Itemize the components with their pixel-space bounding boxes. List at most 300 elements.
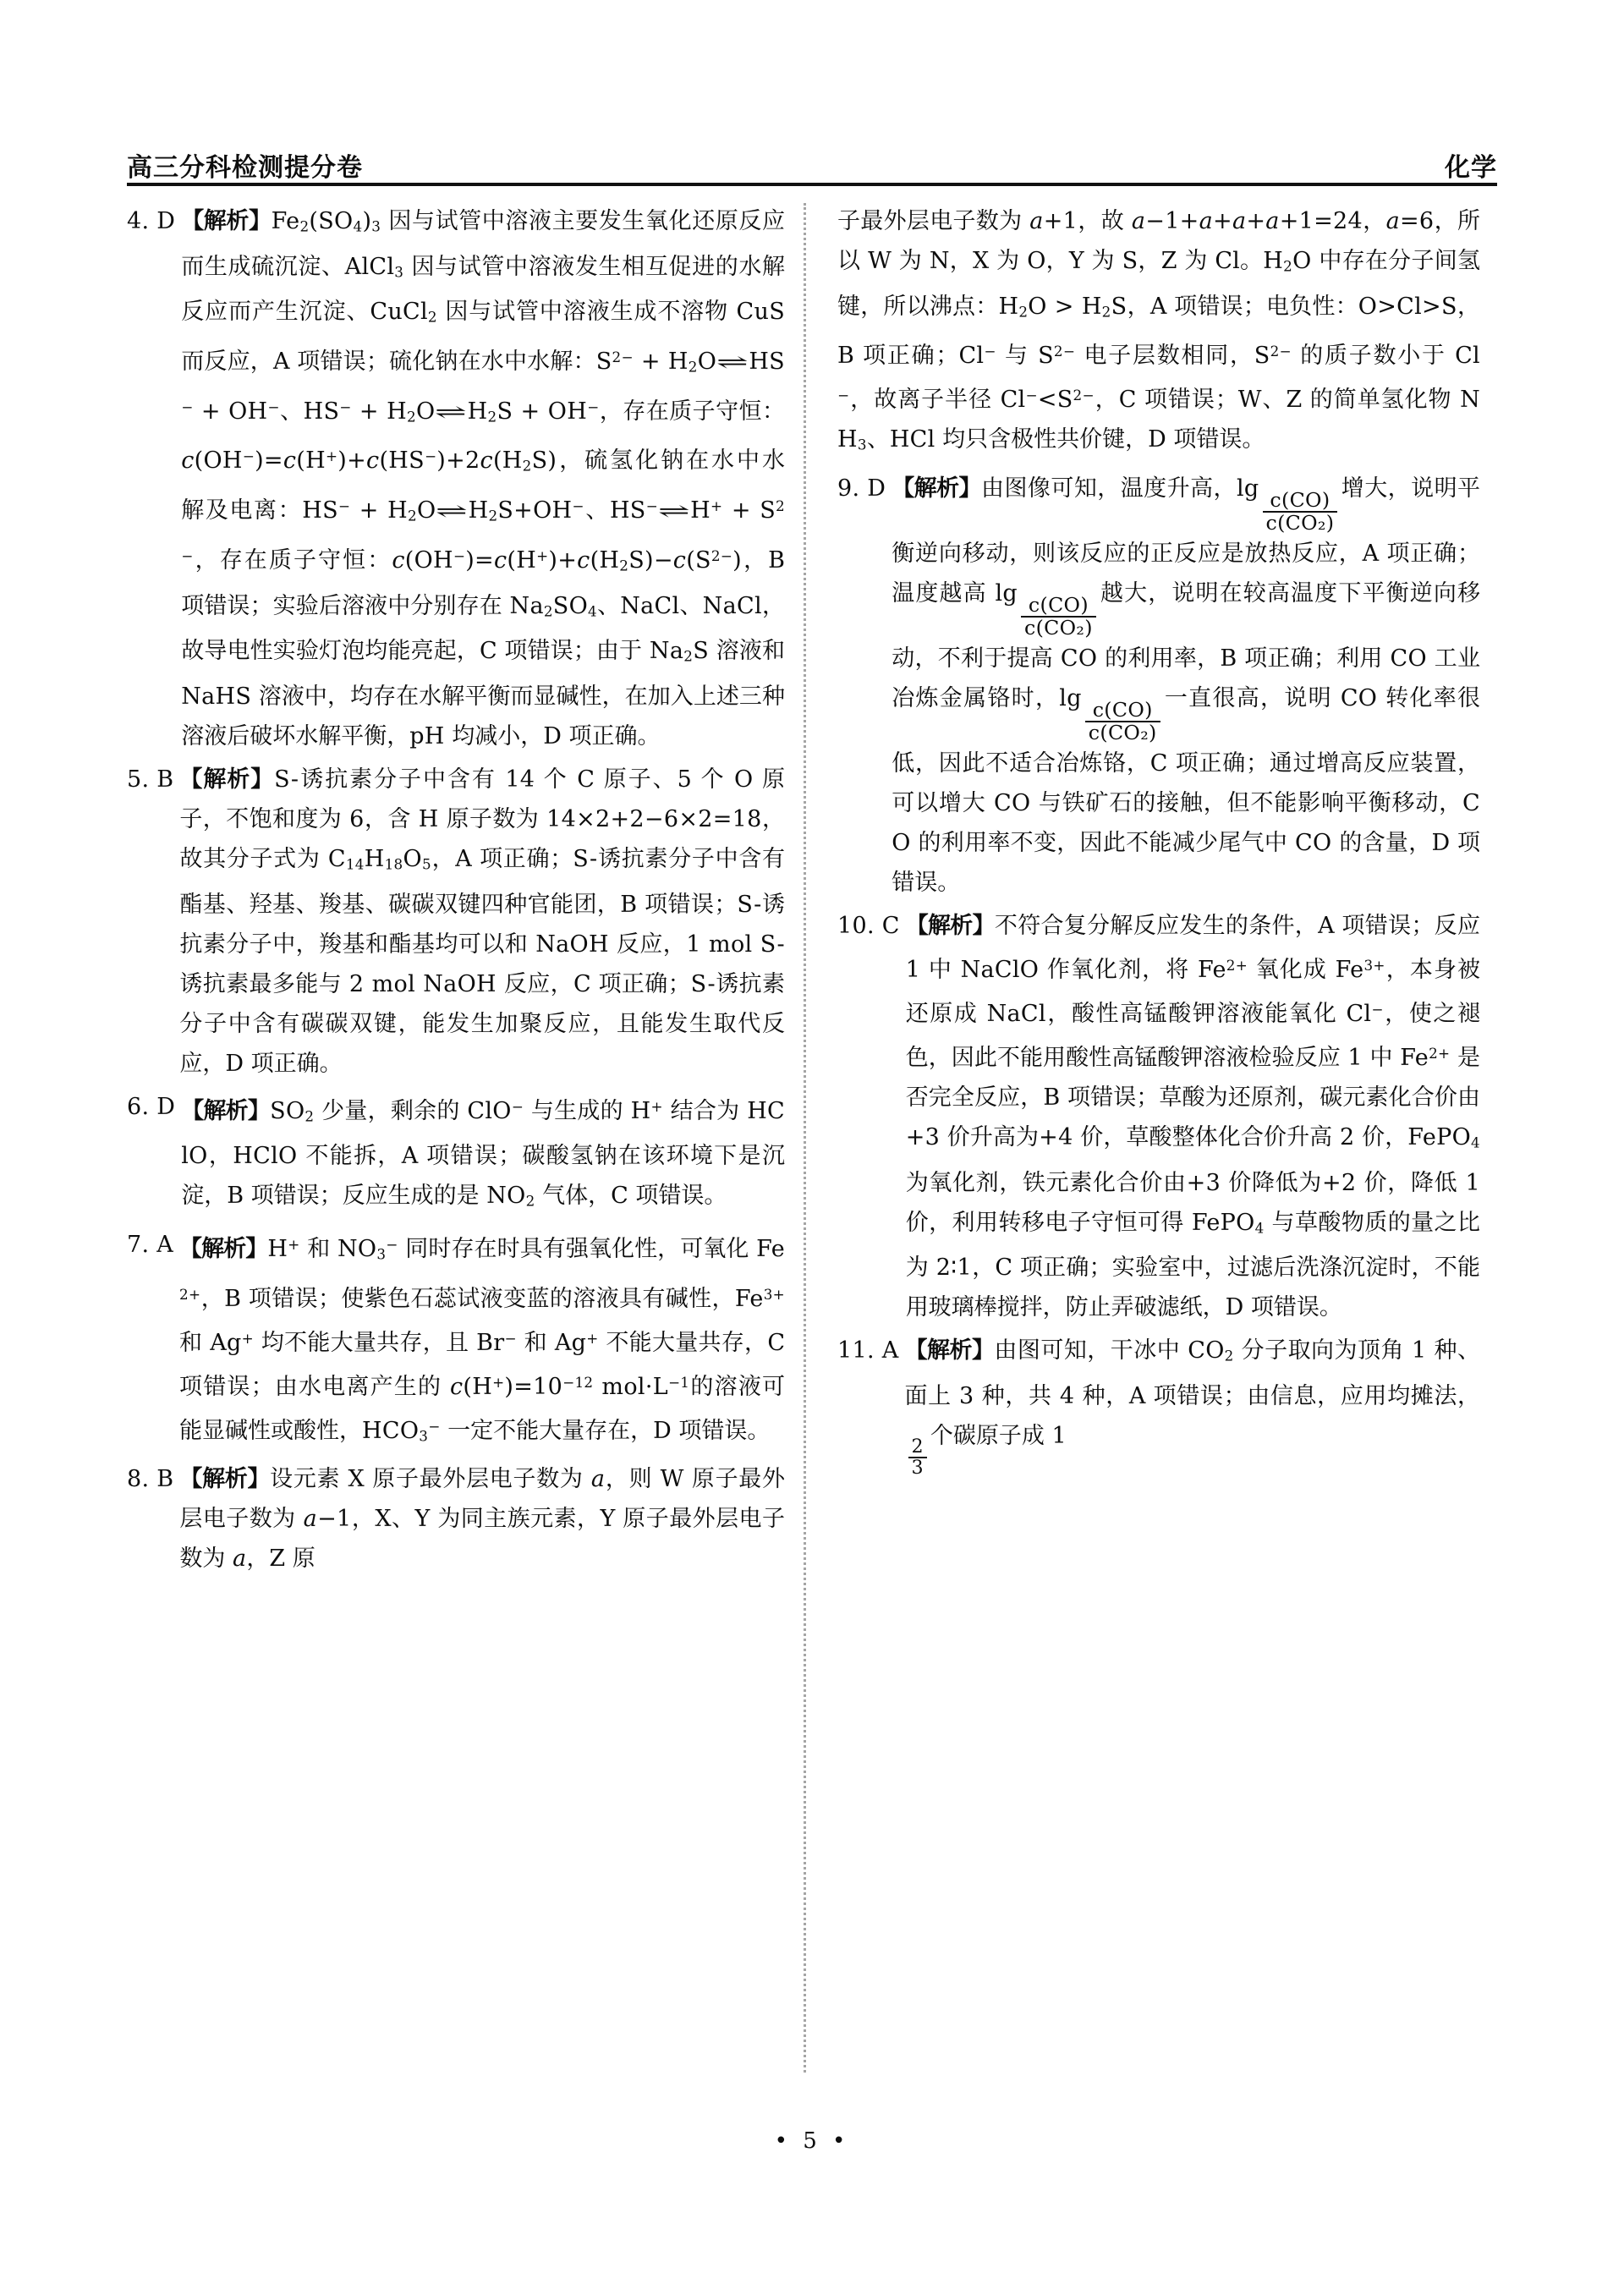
italic-variable: c (480, 447, 493, 475)
superscript: 3+ (1363, 956, 1385, 974)
italic-variable: c (181, 447, 195, 475)
formula-text: (SO (309, 208, 354, 234)
body-text: 中 (920, 957, 961, 984)
formula-text: HS (749, 349, 785, 376)
formula-text: Fe (1400, 1045, 1429, 1072)
formula-text: H (630, 1097, 651, 1124)
formula-text: O (734, 766, 754, 793)
formula-text: Na (509, 592, 544, 619)
formula-text: O > H (1028, 293, 1102, 320)
body-text: 少量，剩余的 (314, 1097, 468, 1124)
subscript: 4 (1471, 1134, 1480, 1151)
formula-text: lg (995, 580, 1018, 607)
formula-text: +1=24 (1279, 208, 1363, 234)
italic-variable: a (1265, 208, 1280, 234)
analysis-label: 【解析】 (181, 1097, 271, 1124)
subscript: 3 (376, 1245, 387, 1263)
subscript: 2 (407, 408, 416, 426)
subscript: 3 (419, 1427, 429, 1445)
body-text: 与铁矿石的接触，但不能影响平衡移动， (1030, 789, 1463, 816)
formula-text: O (416, 497, 436, 524)
formula-text: )+2 (436, 447, 480, 475)
italic-variable: a (232, 1546, 247, 1573)
fraction-numerator: c(CO) (1028, 593, 1089, 618)
formula-text: <S (1037, 387, 1073, 414)
italic-variable: a (1199, 208, 1214, 234)
analysis-label: 【解析】 (179, 1235, 268, 1262)
superscript: − (453, 546, 466, 564)
superscript: − (428, 1417, 441, 1435)
body-text: 一定不能大量存在，D 项错误。 (440, 1417, 771, 1444)
fraction (1263, 490, 1338, 534)
formula-text: ) (732, 546, 742, 574)
subscript: 2 (1018, 303, 1029, 321)
body-text: 均不能大量共存，且 (253, 1329, 477, 1356)
italic-variable: a (1232, 208, 1247, 234)
formula-text: H (468, 497, 489, 524)
superscript: − (1371, 1001, 1384, 1018)
formula-text: CuS (736, 299, 785, 326)
body-text: 诱抗素分子中含有 (299, 766, 506, 793)
formula-text: (H (296, 447, 326, 475)
body-text: 作氧化剂，将 (1039, 957, 1198, 984)
body-text: ，Z 原 (246, 1546, 315, 1573)
body-text: 均只含极性共价键，D 项错误。 (935, 426, 1265, 453)
subscript: 2 (543, 602, 553, 620)
body-text: 原子，不饱和度为 (179, 766, 785, 832)
subscript: 2 (525, 1192, 535, 1210)
body-text: 不能拆，A 项错误；碳酸氢钠在该环境下是沉淀，B 项错误；反应生成的是 (181, 1143, 785, 1210)
italic-variable: a (1385, 208, 1400, 234)
body-text: 价，利用转移电子守恒可得 (905, 1209, 1192, 1236)
subscript: 3 (371, 217, 381, 235)
body-text: 不符合复分解反应发生的条件，A 项错误；反应 (994, 912, 1480, 939)
formula-text: + (1213, 208, 1232, 234)
body-text: 和 (516, 1329, 555, 1356)
body-text: 诱抗素分子中含有酯基、羟基、羧基、碳碳双键四种官能团，B 项错误； (179, 845, 785, 918)
explanation-item (127, 760, 785, 1084)
italic-variable: a (303, 1506, 318, 1533)
body-text: ，故 (1078, 208, 1132, 234)
superscript: + (710, 497, 723, 515)
formula-text: S- (690, 970, 716, 997)
formula-text: FePO (1407, 1124, 1472, 1151)
body-text: 结合为 (662, 1097, 748, 1124)
body-text: 电子层数相同， (1075, 343, 1254, 370)
explanation-item (837, 469, 1480, 903)
formula-text: 14×2+2−6×2=18 (546, 805, 762, 832)
formula-text: HClO (181, 1097, 786, 1170)
italic-variable: a (1131, 208, 1146, 234)
body-text: 诱抗素分子中，羧基和酯基均可以和 (179, 891, 785, 958)
body-text: 气体，C 项错误。 (535, 1183, 727, 1210)
formula-text: X (348, 1466, 365, 1493)
subscript: 2 (688, 358, 698, 376)
body-text: 而反应，A 项错误；硫化钠在水中水解： (181, 349, 596, 376)
formula-text: (H (507, 546, 537, 574)
body-text: 的利用率，B 项正确；利用 (1097, 645, 1391, 673)
subscript: 2 (299, 217, 310, 235)
superscript: − (504, 1329, 517, 1347)
formula-text: 1 (1347, 1045, 1363, 1072)
italic-variable: c (577, 546, 590, 574)
superscript: − (587, 398, 600, 415)
subscript: 4 (588, 602, 597, 620)
equilibrium-arrow-icon: ⇌ (716, 350, 749, 375)
formula-text: AlCl (344, 253, 395, 280)
superscript: 2− (181, 497, 785, 564)
formula-text: O (403, 845, 422, 872)
superscript: − (424, 447, 437, 465)
analysis-label: 【解析】 (179, 766, 275, 793)
item-number-answer: 7. A (127, 1231, 174, 1258)
explanation-text (179, 760, 785, 1084)
body-text: 因与试管中溶液主要发生氧化还原反应而生成硫沉淀、 (181, 208, 785, 280)
formula-text: +2 (1321, 1169, 1357, 1196)
superscript: 3+ (763, 1285, 785, 1303)
body-text: ，C 项正确；实验室中，过滤后洗涤沉淀时，不能用玻璃棒搅拌，防止弄破滤纸，D 项错误。 (905, 1255, 1480, 1321)
fraction-denominator: c(CO₂) (1263, 511, 1338, 534)
fraction-denominator: c(CO₂) (1021, 616, 1096, 639)
body-text: 的含量，D 项错误。 (892, 829, 1481, 896)
formula-text: C (327, 845, 346, 872)
body-text: 反应， (608, 931, 687, 958)
body-text: ，硫氢化钠在水中水解及电离： (181, 447, 785, 524)
subscript: 2 (619, 557, 629, 574)
formula-text: (HS (379, 447, 425, 475)
analysis-label: 【解析】 (904, 1337, 995, 1364)
equilibrium-arrow-icon: ⇌ (657, 499, 691, 524)
body-text: ，C 项错误；W、Z 的简单氢化物 (1094, 387, 1461, 414)
formula-text: NO (337, 1235, 377, 1262)
formula-text: Ag (210, 1329, 242, 1356)
formula-text: O (1292, 248, 1312, 274)
explanation-item (127, 201, 785, 756)
fraction (1085, 700, 1160, 744)
formula-text: (OH (404, 546, 453, 574)
formula-text: HS (302, 497, 338, 524)
superscript: −12 (562, 1373, 594, 1391)
body-text: 和 (299, 1235, 337, 1262)
formula-text: S + OH (497, 398, 588, 425)
formula-text: O>Cl>S (1358, 293, 1457, 320)
body-text: ，则 (605, 1466, 661, 1493)
fraction-denominator: 3 (908, 1457, 927, 1478)
body-text: 个 (692, 766, 735, 793)
formula-text: −1 (317, 1506, 352, 1533)
formula-text: CO (1295, 829, 1332, 856)
formula-text: +3 (905, 1124, 941, 1151)
formula-text: H (267, 1235, 288, 1262)
formula-text: 2 mol NaOH (348, 970, 497, 997)
formula-text: 1 (1411, 1337, 1427, 1364)
superscript: 2− (1270, 343, 1292, 360)
body-text: 种，A 项错误；由信息，应用均摊法， (1074, 1383, 1480, 1410)
superscript: + (492, 1373, 505, 1391)
body-text: 个碳原子成 (930, 1423, 1052, 1450)
formula-text: S (1038, 343, 1054, 370)
analysis-label: 【解析】 (905, 912, 995, 939)
formula-text: Cl (1346, 1001, 1372, 1028)
body-text: 种、面上 (904, 1337, 1480, 1410)
running-head (127, 142, 1497, 181)
body-text: 不能大量共存，C 项错误；由水电离产生的 (179, 1329, 785, 1400)
body-text: ，B 项错误；使紫色石蕊试液变蓝的溶液具有碱性， (200, 1285, 735, 1312)
item-number-answer: 10. C (837, 912, 900, 939)
body-text: 原子最外层电子数为 (365, 1466, 591, 1493)
explanation-text (179, 1459, 785, 1578)
italic-variable: c (283, 447, 297, 475)
formula-text: =6 (1400, 208, 1435, 234)
formula-text: + OH (193, 398, 268, 425)
superscript: − (242, 447, 255, 465)
formula-text: Na (649, 638, 684, 665)
formula-text: H (364, 845, 385, 872)
formula-text: Fe (1197, 957, 1226, 984)
body-text: ，A 项正确； (431, 845, 573, 872)
body-text: 的溶液可能显碱性或酸性， (179, 1373, 786, 1444)
formula-text: S (1111, 293, 1127, 320)
superscript: + (536, 546, 549, 564)
body-text: 、 (866, 426, 890, 453)
italic-variable: a (1029, 208, 1044, 234)
formula-text: 1 (1051, 1423, 1067, 1450)
body-text: 因与试管中溶液发生相互促进的水解反应而产生沉淀、 (181, 253, 785, 326)
formula-text: 3 (959, 1383, 974, 1410)
formula-text: 5 (677, 766, 693, 793)
explanation-text (892, 469, 1480, 903)
subscript: 2 (1283, 257, 1293, 275)
body-text: 和 (179, 1329, 211, 1356)
superscript: 2+ (179, 1285, 201, 1303)
formula-text: )= (504, 1373, 534, 1400)
superscript: + (650, 1097, 663, 1115)
body-text: ， (207, 1143, 233, 1170)
body-text: 氧化成 (1248, 957, 1336, 984)
item-number-answer: 9. D (837, 475, 886, 502)
body-text: 由图像可知，温度升高， (981, 475, 1237, 502)
formula-text: Ag (554, 1329, 587, 1356)
formula-text: HS (303, 398, 340, 425)
formula-text: NaOH (535, 931, 609, 958)
body-text: ，存在质子守恒： (193, 546, 392, 574)
formula-text: NaCl (702, 592, 762, 619)
superscript: 2+ (1226, 956, 1248, 974)
subscript: 2 (1101, 303, 1111, 321)
body-text: 原子最外层电子数为 (179, 1466, 785, 1533)
formula-text: S (1254, 343, 1270, 370)
body-text: ，故其分子式为 (179, 805, 786, 872)
subscript: 2 (304, 1107, 315, 1125)
formula-text: )= (255, 447, 283, 475)
running-head-right: 化学 (1445, 153, 1497, 183)
item-number-answer: 11. A (837, 1337, 899, 1364)
formula-text: lg (1059, 685, 1082, 712)
item-number-answer: 4. D (127, 208, 176, 234)
formula-text: ) (362, 208, 372, 234)
italic-variable: c (493, 546, 508, 574)
formula-text: )+ (548, 546, 578, 574)
body-text: 溶液中，均存在水解平衡而显碱性，在加入上述三种溶液后破坏水解平衡， (181, 683, 785, 749)
equilibrium-arrow-icon: ⇌ (435, 399, 468, 424)
body-text: ，所以 W 为 N，X 为 O，Y 为 S，Z 为 Cl。 (837, 208, 1481, 274)
formula-text: CO (1340, 685, 1378, 712)
formula-text: H (467, 398, 488, 425)
fraction-denominator: c(CO₂) (1085, 721, 1160, 744)
formula-text: Fe (1335, 957, 1364, 984)
superscript: − (339, 398, 352, 415)
body-text: 价升高为 (940, 1124, 1040, 1151)
italic-variable: c (449, 1373, 464, 1400)
formula-text: NaHS (181, 683, 252, 710)
formula-text: S) (531, 447, 557, 475)
formula-text: S+OH (497, 497, 573, 524)
body-text: 由图可知，干冰中 (994, 1337, 1188, 1364)
formula-text: H (418, 805, 439, 832)
body-text: 与草酸物质的量之比为 (905, 1209, 1480, 1282)
explanation-text (179, 1225, 785, 1457)
body-text: 中存在分子间氢键，所以沸点： (837, 248, 1480, 320)
formula-text: −1+ (1145, 208, 1199, 234)
analysis-label: 【解析】 (892, 475, 982, 502)
formula-text: CO (1188, 1337, 1225, 1364)
explanation-item (127, 1459, 785, 1578)
subscript: 2 (427, 309, 437, 327)
body-text: 因与试管中溶液生成不溶物 (436, 299, 737, 326)
superscript: − (511, 1097, 524, 1115)
superscript: − (1025, 387, 1038, 404)
superscript: − (645, 497, 658, 515)
body-text: 为氧化剂，铁元素化合价由 (905, 1169, 1187, 1196)
formula-text: C (577, 766, 595, 793)
body-text: 设元素 (270, 1466, 348, 1493)
formula-text: CO (1060, 645, 1098, 673)
explanation-item (127, 1225, 785, 1457)
formula-text: S- (573, 845, 598, 872)
superscript: + (288, 1235, 300, 1253)
subscript: 3 (857, 436, 867, 454)
body-text: 转化率很低，因此不适合冶炼铬，C 项正确；通过增高反应装置，可以增大 (892, 685, 1480, 816)
superscript: 2− (710, 546, 733, 564)
body-text: ，故离子半径 (849, 387, 1001, 414)
superscript: − (181, 398, 194, 415)
superscript: − (267, 398, 280, 415)
formula-text: S- (737, 891, 762, 918)
explanation-text (837, 201, 1480, 465)
formula-text: S (693, 638, 709, 665)
left-column (127, 201, 804, 2088)
formula-text: Fe (734, 1285, 764, 1312)
formula-text: +3 (1186, 1169, 1221, 1196)
explanation-text (905, 1331, 1480, 1478)
body-text: ， (1362, 208, 1386, 234)
formula-text: +1 (1043, 208, 1078, 234)
body-text: ，酸性高锰酸钾溶液能氧化 (1045, 1001, 1347, 1028)
formula-text: Br (476, 1329, 505, 1356)
body-text: 工业冶炼金属铬时， (892, 645, 1480, 712)
body-text: 种，共 (974, 1383, 1060, 1410)
formula-text: H (690, 497, 710, 524)
formula-text: Cl (1455, 343, 1480, 370)
explanation-item (837, 906, 1480, 1327)
fraction-numerator: c(CO) (1270, 488, 1330, 513)
right-column (804, 201, 1480, 2088)
body-text: 是否完全反应，B 项错误；草酸为还原剂，碳元素化合价由 (905, 1045, 1480, 1112)
body-text: 价，草酸整体化合价升高 (1073, 1124, 1340, 1151)
body-text: 价， (1354, 1124, 1408, 1151)
body-text: ，B 项正确； (837, 293, 1480, 370)
formula-text: + H (633, 349, 689, 376)
fraction (1021, 595, 1096, 639)
body-text: ，本身被还原成 (905, 957, 1481, 1028)
superscript: 2− (1053, 343, 1076, 360)
formula-text: SO (270, 1097, 305, 1124)
formula-text: HClO (233, 1143, 298, 1170)
formula-text: (S (686, 546, 711, 574)
item-number-answer: 5. B (127, 766, 174, 793)
formula-text: 1 (1465, 1169, 1481, 1196)
formula-text: CO (994, 789, 1031, 816)
page-folio: • 5 • (774, 2128, 850, 2154)
body-text: 与 (996, 343, 1039, 370)
body-text: 诱抗素分子中含有碳碳双键，能发生加聚反应，且能发生取代反应，D 项正确。 (179, 970, 785, 1077)
italic-variable: c (672, 546, 687, 574)
formula-text: (H (492, 447, 523, 475)
body-text: 、 (596, 592, 621, 619)
subscript: 2 (407, 507, 417, 524)
formula-text: (OH (194, 447, 243, 475)
formula-text: O (697, 349, 717, 376)
formula-text: S)− (628, 546, 673, 574)
formula-text: O (415, 398, 436, 425)
superscript: − (386, 1235, 398, 1253)
formula-text: 10 (533, 1373, 563, 1400)
explanation-text (181, 1087, 785, 1222)
body-text: 中 (1362, 1045, 1401, 1072)
formula-text: NO (486, 1183, 526, 1210)
formula-text: + H (351, 398, 408, 425)
formula-text: ClO (467, 1097, 512, 1124)
body-text: 分子取向为顶角 (1233, 1337, 1412, 1364)
subscript: 3 (394, 263, 404, 281)
body-text: ，B 项错误；实验后溶液中分别存在 (181, 546, 786, 619)
running-head-left: 高三分科检测提分卷 (127, 153, 363, 183)
body-text: ，A 项错误；电负性： (1127, 293, 1358, 320)
fraction-numerator: 2 (911, 1436, 924, 1458)
body-text: 的质子数小于 (1291, 343, 1456, 370)
formula-text: 1 (905, 957, 921, 984)
body-text: 增大，说明平衡逆向移动，则该反应的正反应是放热反应，A 项正确；温度越高 (892, 475, 1481, 607)
body-text: 一直很高，说明 (1163, 685, 1341, 712)
body-text: 、 (584, 497, 610, 524)
explanation-item (837, 201, 1480, 465)
body-text: 同时存在时具有强氧化性，可氧化 (398, 1235, 757, 1262)
formula-text: )+ (337, 447, 367, 475)
body-text: 的利用率不变，因此不能减少尾气中 (910, 829, 1296, 856)
subscript: 18 (384, 855, 403, 873)
formula-text: pH (409, 722, 445, 749)
formula-text: mol·L (593, 1373, 668, 1400)
body-text: 价降低为 (1221, 1169, 1322, 1196)
formula-text: S (595, 349, 612, 376)
superscript: 2+ (1429, 1045, 1451, 1062)
body-text: 价，降低 (1356, 1169, 1466, 1196)
item-number-answer: 6. D (127, 1093, 176, 1120)
subscript: 2 (487, 408, 497, 426)
italic-variable: c (366, 447, 380, 475)
explanation-text (181, 201, 785, 756)
body-text: 子最外层电子数为 (837, 208, 1030, 234)
